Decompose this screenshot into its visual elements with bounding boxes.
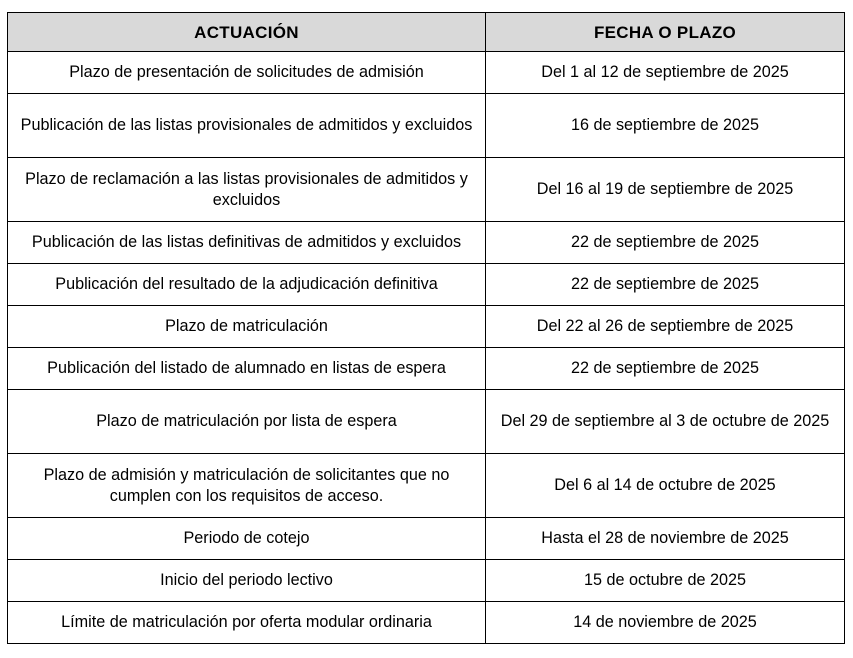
fecha-cell: Del 1 al 12 de septiembre de 2025 [486, 52, 845, 94]
table-row [8, 602, 845, 644]
table-row [8, 518, 845, 560]
table-row [8, 454, 845, 518]
fecha-cell: 16 de septiembre de 2025 [486, 94, 845, 158]
table-row [8, 264, 845, 306]
actuacion-cell: Plazo de matriculación [8, 306, 486, 348]
actuacion-cell: Publicación de las listas definitivas de admitidos y excluidos [8, 222, 486, 264]
fecha-cell: Del 29 de septiembre al 3 de octubre de 2025 [486, 390, 845, 454]
fecha-cell: 22 de septiembre de 2025 [486, 264, 845, 306]
fecha-cell: Del 6 al 14 de octubre de 2025 [486, 454, 845, 518]
table-row [8, 348, 845, 390]
fecha-cell: 22 de septiembre de 2025 [486, 348, 845, 390]
fecha-cell: 15 de octubre de 2025 [486, 560, 845, 602]
actuacion-cell: Plazo de admisión y matriculación de solicitantes que no cumplen con los requisitos de acceso. [8, 454, 486, 518]
actuacion-cell: Plazo de reclamación a las listas provisionales de admitidos y excluidos [8, 158, 486, 222]
actuacion-cell: Plazo de presentación de solicitudes de admisión [8, 52, 486, 94]
table-header-row [8, 13, 845, 52]
table-row [8, 222, 845, 264]
actuacion-cell: Periodo de cotejo [8, 518, 486, 560]
table-row [8, 158, 845, 222]
actuacion-cell: Límite de matriculación por oferta modular ordinaria [8, 602, 486, 644]
actuacion-cell: Plazo de matriculación por lista de espera [8, 390, 486, 454]
fecha-cell: 14 de noviembre de 2025 [486, 602, 845, 644]
header-actuacion: ACTUACIÓN [8, 13, 486, 52]
schedule-table [7, 12, 845, 644]
fecha-cell: Del 16 al 19 de septiembre de 2025 [486, 158, 845, 222]
table-row [8, 94, 845, 158]
fecha-cell: Hasta el 28 de noviembre de 2025 [486, 518, 845, 560]
actuacion-cell: Publicación del listado de alumnado en listas de espera [8, 348, 486, 390]
table-row [8, 390, 845, 454]
table-row [8, 306, 845, 348]
actuacion-cell: Publicación del resultado de la adjudicación definitiva [8, 264, 486, 306]
actuacion-cell: Inicio del periodo lectivo [8, 560, 486, 602]
table-row [8, 52, 845, 94]
fecha-cell: 22 de septiembre de 2025 [486, 222, 845, 264]
table-row [8, 560, 845, 602]
fecha-cell: Del 22 al 26 de septiembre de 2025 [486, 306, 845, 348]
header-fecha-o-plazo: FECHA O PLAZO [486, 13, 845, 52]
actuacion-cell: Publicación de las listas provisionales de admitidos y excluidos [8, 94, 486, 158]
